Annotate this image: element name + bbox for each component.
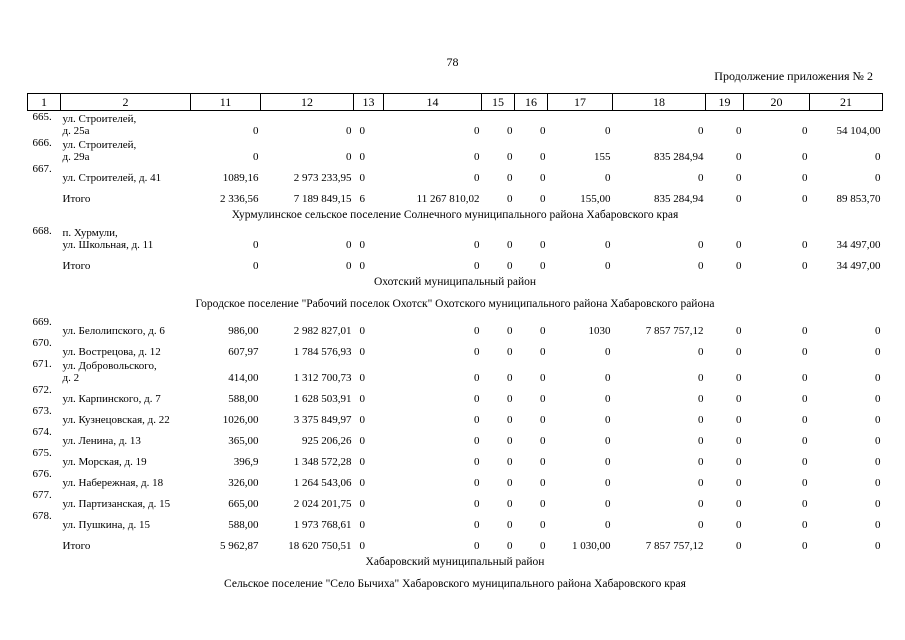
value-cell: 0 — [875, 498, 881, 510]
value-cell: 0 — [605, 239, 611, 251]
value-cell: 0 — [875, 393, 881, 405]
value-cell: 0 — [359, 498, 365, 510]
value-cell: 0 — [802, 193, 808, 205]
value-cell: 0 — [359, 456, 365, 468]
table-row — [28, 489, 883, 510]
section-heading-row — [28, 205, 883, 225]
value-cell: 0 — [474, 372, 480, 384]
value-cell: 0 — [875, 325, 881, 337]
value-cell: 1030 — [588, 325, 611, 337]
value-cell: 0 — [802, 151, 808, 163]
value-cell: 0 — [698, 172, 704, 184]
value-cell: 0 — [253, 151, 259, 163]
value-cell: 0 — [474, 477, 480, 489]
value-cell: 0 — [507, 519, 513, 531]
value-cell: 0 — [875, 519, 881, 531]
column-header: 13 — [354, 94, 384, 111]
value-cell: 0 — [736, 414, 742, 426]
value-cell: 607,97 — [228, 346, 259, 358]
value-cell: 0 — [875, 477, 881, 489]
value-cell: 0 — [736, 456, 742, 468]
value-cell: 0 — [359, 393, 365, 405]
value-cell: 0 — [507, 477, 513, 489]
row-number — [28, 531, 61, 552]
value-cell: 0 — [698, 435, 704, 447]
value-cell: 0 — [346, 239, 352, 251]
value-cell: 0 — [359, 435, 365, 447]
column-header: 11 — [191, 94, 261, 111]
value-cell: 0 — [359, 125, 365, 137]
value-cell: 0 — [507, 540, 513, 552]
value-cell: 0 — [875, 456, 881, 468]
value-cell: 0 — [736, 346, 742, 358]
value-cell: 0 — [540, 239, 546, 251]
value-cell: 0 — [698, 260, 704, 272]
value-cell: 54 104,00 — [836, 125, 881, 137]
value-cell: 0 — [605, 346, 611, 358]
row-number: 677. — [32, 489, 52, 501]
value-cell: 0 — [474, 414, 480, 426]
column-header: 16 — [515, 94, 548, 111]
value-cell: 414,00 — [228, 372, 259, 384]
value-cell: 0 — [474, 125, 480, 137]
table-row — [28, 510, 883, 531]
address-cell: ул. Морская, д. 19 — [62, 456, 147, 468]
value-cell: 34 497,00 — [836, 260, 881, 272]
value-cell: 0 — [359, 414, 365, 426]
value-cell: 0 — [474, 239, 480, 251]
value-cell: 6 — [359, 193, 365, 205]
value-cell: 0 — [507, 414, 513, 426]
value-cell: 0 — [802, 239, 808, 251]
value-cell: 1 312 700,73 — [293, 372, 352, 384]
value-cell: 0 — [802, 125, 808, 137]
address-cell: ул. Ленина, д. 13 — [62, 435, 141, 447]
value-cell: 0 — [474, 519, 480, 531]
value-cell: 0 — [605, 498, 611, 510]
value-cell: 0 — [802, 498, 808, 510]
value-cell: 0 — [474, 172, 480, 184]
value-cell: 835 284,94 — [654, 193, 704, 205]
total-row — [28, 184, 883, 205]
value-cell: 0 — [540, 456, 546, 468]
value-cell: 0 — [346, 125, 352, 137]
column-header: 17 — [548, 94, 613, 111]
value-cell: 588,00 — [228, 519, 259, 531]
address-cell: ул. Набережная, д. 18 — [62, 477, 164, 489]
value-cell: 0 — [605, 435, 611, 447]
value-cell: 0 — [359, 325, 365, 337]
value-cell: 0 — [605, 372, 611, 384]
value-cell: 0 — [802, 414, 808, 426]
column-header: 18 — [613, 94, 706, 111]
value-cell: 0 — [540, 325, 546, 337]
value-cell: 0 — [540, 414, 546, 426]
value-cell: 0 — [359, 519, 365, 531]
column-header: 21 — [810, 94, 883, 111]
value-cell: 2 973 233,95 — [293, 172, 352, 184]
table-row — [28, 384, 883, 405]
value-cell: 365,00 — [228, 435, 259, 447]
value-cell: 0 — [736, 372, 742, 384]
value-cell: 0 — [802, 260, 808, 272]
value-cell: 0 — [736, 151, 742, 163]
value-cell: 0 — [253, 125, 259, 137]
header-row — [28, 94, 883, 111]
value-cell: 0 — [474, 498, 480, 510]
value-cell: 925 206,26 — [302, 435, 352, 447]
value-cell: 0 — [875, 346, 881, 358]
value-cell: 0 — [736, 172, 742, 184]
section-heading: Сельское поселение "Село Бычиха" Хабаровского муниципального района Хабаровского края — [224, 578, 686, 590]
value-cell: 0 — [359, 239, 365, 251]
section-heading: Городское поселение "Рабочий поселок Охотск" Охотского муниципального района Хабаровского района — [195, 298, 715, 310]
value-cell: 7 189 849,15 — [293, 193, 352, 205]
column-header: 12 — [261, 94, 354, 111]
value-cell: 0 — [802, 519, 808, 531]
row-number: 671. — [32, 358, 52, 370]
total-label: Итого — [62, 260, 91, 272]
value-cell: 5 962,87 — [220, 540, 259, 552]
value-cell: 0 — [698, 346, 704, 358]
value-cell: 0 — [540, 393, 546, 405]
value-cell: 0 — [605, 414, 611, 426]
table-row — [28, 426, 883, 447]
value-cell: 7 857 757,12 — [645, 325, 704, 337]
column-header: 19 — [706, 94, 744, 111]
value-cell: 0 — [736, 435, 742, 447]
total-label: Итого — [62, 193, 91, 205]
value-cell: 0 — [605, 172, 611, 184]
value-cell: 0 — [540, 540, 546, 552]
value-cell: 0 — [253, 260, 259, 272]
value-cell: 0 — [359, 260, 365, 272]
value-cell: 0 — [474, 325, 480, 337]
section-heading-row — [28, 272, 883, 292]
value-cell: 155,00 — [580, 193, 611, 205]
value-cell: 0 — [359, 151, 365, 163]
section-heading-row — [28, 552, 883, 572]
continuation-label: Продолжение приложения № 2 — [714, 69, 873, 83]
value-cell: 0 — [736, 540, 742, 552]
appendix-table — [27, 93, 883, 596]
value-cell: 0 — [736, 239, 742, 251]
value-cell: 0 — [605, 519, 611, 531]
value-cell: 0 — [359, 372, 365, 384]
value-cell: 0 — [540, 498, 546, 510]
value-cell: 0 — [507, 393, 513, 405]
value-cell: 0 — [540, 519, 546, 531]
value-cell: 1026,00 — [222, 414, 259, 426]
value-cell: 89 853,70 — [836, 193, 881, 205]
table-row — [28, 358, 883, 384]
value-cell: 34 497,00 — [836, 239, 881, 251]
value-cell: 0 — [736, 519, 742, 531]
row-number: 675. — [32, 447, 52, 459]
value-cell: 1 264 543,06 — [293, 477, 352, 489]
value-cell: 155 — [594, 151, 611, 163]
row-number — [28, 251, 61, 272]
row-number: 669. — [32, 316, 52, 328]
column-header: 20 — [744, 94, 810, 111]
value-cell: 0 — [736, 393, 742, 405]
value-cell: 7 857 757,12 — [645, 540, 704, 552]
address-cell: ул. Кузнецовская, д. 22 — [62, 414, 170, 426]
value-cell: 0 — [540, 125, 546, 137]
table-row — [28, 447, 883, 468]
row-number — [28, 184, 61, 205]
value-cell: 0 — [507, 260, 513, 272]
value-cell: 0 — [698, 125, 704, 137]
value-cell: 0 — [698, 477, 704, 489]
value-cell: 0 — [802, 325, 808, 337]
row-number: 667. — [32, 163, 52, 175]
value-cell: 0 — [698, 498, 704, 510]
value-cell: 0 — [253, 239, 259, 251]
value-cell: 0 — [605, 456, 611, 468]
value-cell: 0 — [698, 456, 704, 468]
value-cell: 0 — [802, 540, 808, 552]
value-cell: 1 973 768,61 — [293, 519, 352, 531]
address-cell: ул. Партизанская, д. 15 — [62, 498, 171, 510]
row-number: 672. — [32, 384, 52, 396]
table-body — [28, 111, 883, 597]
value-cell: 1 030,00 — [572, 540, 611, 552]
value-cell: 0 — [474, 540, 480, 552]
value-cell: 0 — [507, 498, 513, 510]
total-label: Итого — [62, 540, 91, 552]
column-header: 14 — [384, 94, 482, 111]
value-cell: 0 — [540, 372, 546, 384]
value-cell: 0 — [346, 151, 352, 163]
value-cell: 1089,16 — [222, 172, 259, 184]
value-cell: 0 — [802, 456, 808, 468]
value-cell: 0 — [540, 435, 546, 447]
section-heading: Хабаровский муниципальный район — [365, 556, 545, 568]
value-cell: 0 — [875, 435, 881, 447]
value-cell: 0 — [802, 435, 808, 447]
value-cell: 0 — [736, 125, 742, 137]
row-number: 673. — [32, 405, 52, 417]
value-cell: 0 — [875, 172, 881, 184]
column-header: 1 — [28, 94, 61, 111]
value-cell: 0 — [875, 151, 881, 163]
section-heading-row — [28, 292, 883, 316]
value-cell: 0 — [540, 172, 546, 184]
value-cell: 0 — [474, 456, 480, 468]
row-number: 678. — [32, 510, 52, 522]
value-cell: 0 — [698, 414, 704, 426]
value-cell: 0 — [698, 372, 704, 384]
value-cell: 0 — [540, 151, 546, 163]
value-cell: 0 — [507, 151, 513, 163]
row-number: 676. — [32, 468, 52, 480]
total-row — [28, 251, 883, 272]
value-cell: 0 — [875, 372, 881, 384]
value-cell: 0 — [698, 393, 704, 405]
value-cell: 588,00 — [228, 393, 259, 405]
value-cell: 396,9 — [233, 456, 259, 468]
value-cell: 665,00 — [228, 498, 259, 510]
address-cell: п. Хурмули, ул. Школьная, д. 11 — [62, 227, 154, 251]
value-cell: 0 — [802, 172, 808, 184]
value-cell: 0 — [346, 260, 352, 272]
table-row — [28, 316, 883, 337]
value-cell: 0 — [474, 393, 480, 405]
page-number: 78 — [446, 55, 459, 69]
value-cell: 0 — [474, 151, 480, 163]
value-cell: 0 — [736, 498, 742, 510]
address-cell: ул. Строителей, д. 25а — [62, 113, 137, 137]
value-cell: 986,00 — [228, 325, 259, 337]
value-cell: 0 — [474, 260, 480, 272]
value-cell: 0 — [802, 477, 808, 489]
total-row — [28, 531, 883, 552]
value-cell: 0 — [507, 435, 513, 447]
value-cell: 0 — [474, 346, 480, 358]
value-cell: 0 — [507, 325, 513, 337]
value-cell: 0 — [507, 346, 513, 358]
value-cell: 1 348 572,28 — [293, 456, 352, 468]
section-heading: Охотский муниципальный район — [373, 276, 537, 288]
value-cell: 0 — [698, 519, 704, 531]
value-cell: 0 — [736, 477, 742, 489]
value-cell: 1 628 503,91 — [293, 393, 352, 405]
value-cell: 0 — [736, 193, 742, 205]
value-cell: 0 — [802, 372, 808, 384]
row-number: 665. — [32, 111, 52, 123]
value-cell: 0 — [605, 125, 611, 137]
value-cell: 3 375 849,97 — [293, 414, 352, 426]
value-cell: 0 — [540, 260, 546, 272]
row-number: 668. — [32, 225, 52, 237]
row-number: 674. — [32, 426, 52, 438]
value-cell: 0 — [540, 193, 546, 205]
address-cell: ул. Строителей, д. 29а — [62, 139, 137, 163]
value-cell: 0 — [540, 346, 546, 358]
table-row — [28, 337, 883, 358]
value-cell: 11 267 810,02 — [416, 193, 480, 205]
value-cell: 0 — [507, 372, 513, 384]
address-cell: ул. Добровольского, д. 2 — [62, 360, 157, 384]
value-cell: 0 — [875, 540, 881, 552]
value-cell: 1 784 576,93 — [293, 346, 352, 358]
address-cell: ул. Карпинского, д. 7 — [62, 393, 161, 405]
column-header: 2 — [61, 94, 191, 111]
table-row — [28, 111, 883, 138]
value-cell: 0 — [507, 193, 513, 205]
value-cell: 326,00 — [228, 477, 259, 489]
table-row — [28, 163, 883, 184]
value-cell: 0 — [698, 239, 704, 251]
value-cell: 0 — [359, 477, 365, 489]
row-number: 670. — [32, 337, 52, 349]
address-cell: ул. Строителей, д. 41 — [62, 172, 162, 184]
address-cell: ул. Вострецова, д. 12 — [62, 346, 161, 358]
address-cell: ул. Белолипского, д. 6 — [62, 325, 165, 337]
value-cell: 0 — [507, 172, 513, 184]
value-cell: 0 — [736, 260, 742, 272]
value-cell: 0 — [507, 239, 513, 251]
value-cell: 0 — [359, 540, 365, 552]
value-cell: 0 — [359, 346, 365, 358]
table-row — [28, 137, 883, 163]
value-cell: 0 — [605, 477, 611, 489]
value-cell: 0 — [507, 125, 513, 137]
value-cell: 0 — [507, 456, 513, 468]
value-cell: 0 — [736, 325, 742, 337]
table-row — [28, 468, 883, 489]
value-cell: 2 024 201,75 — [293, 498, 352, 510]
value-cell: 2 982 827,01 — [293, 325, 352, 337]
value-cell: 0 — [540, 477, 546, 489]
section-heading: Хурмулинское сельское поселение Солнечного муниципального района Хабаровского края — [231, 209, 679, 221]
value-cell: 2 336,56 — [220, 193, 259, 205]
table-row — [28, 405, 883, 426]
value-cell: 0 — [875, 414, 881, 426]
value-cell: 0 — [605, 260, 611, 272]
table-row — [28, 225, 883, 251]
row-number: 666. — [32, 137, 52, 149]
value-cell: 0 — [605, 393, 611, 405]
section-heading-row — [28, 572, 883, 596]
address-cell: ул. Пушкина, д. 15 — [62, 519, 151, 531]
value-cell: 0 — [802, 393, 808, 405]
value-cell: 0 — [474, 435, 480, 447]
column-header: 15 — [482, 94, 515, 111]
value-cell: 18 620 750,51 — [288, 540, 352, 552]
value-cell: 0 — [802, 346, 808, 358]
value-cell: 0 — [359, 172, 365, 184]
value-cell: 835 284,94 — [654, 151, 704, 163]
